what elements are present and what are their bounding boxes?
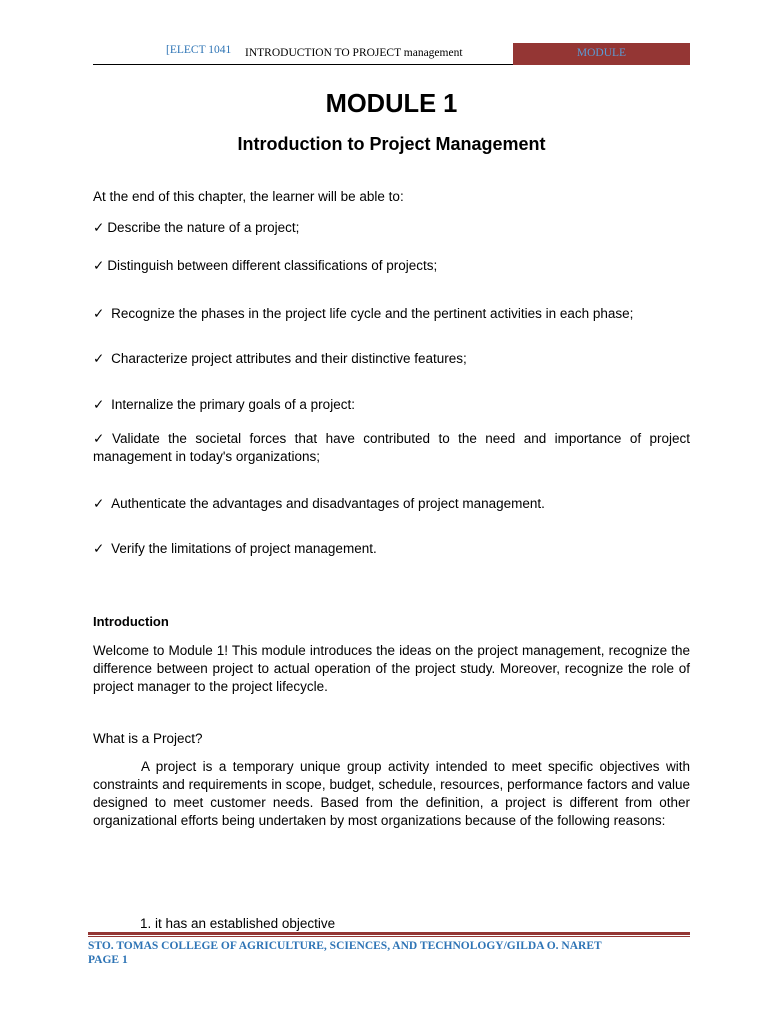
- objective-text: Verify the limitations of project management.: [111, 541, 377, 556]
- definition-paragraph: A project is a temporary unique group activity intended to meet specific objectives with constraints and requirements in scope, budget, schedule, resources, performance factors and value designed to meet customer needs. Based from the definition, a project is different from other organizational efforts being undertaken by most organizations because of the following reasons:: [93, 759, 690, 828]
- document-body: [93, 86, 690, 830]
- objective-item: [93, 495, 690, 513]
- checkmark-icon: ✓: [93, 306, 105, 321]
- objective-item: [93, 305, 690, 323]
- checkmark-icon: ✓: [93, 496, 105, 511]
- objective-text: Authenticate the advantages and disadvantages of project management.: [111, 496, 545, 511]
- page-subtitle: Introduction to Project Management: [237, 134, 546, 154]
- checkmark-icon: ✓: [93, 431, 109, 446]
- objective-text: Describe the nature of a project;: [107, 220, 300, 235]
- header-module-label: MODULE: [513, 43, 690, 65]
- objective-text: Characterize project attributes and their distinctive features;: [111, 351, 467, 366]
- objectives-intro: At the end of this chapter, the learner will be able to:: [93, 189, 404, 204]
- intro-paragraph: Welcome to Module 1! This module introduces the ideas on the project management, recognize the difference between project to actual operation of the project study. Moreover, recognize the role of project manager to the project lifecycle.: [93, 643, 690, 694]
- page-footer: [88, 939, 688, 967]
- page-title: MODULE 1: [325, 90, 458, 118]
- header-course-code: [ELECT 1041: [166, 44, 232, 56]
- objective-text: Distinguish between different classifications of projects;: [107, 258, 438, 273]
- checkmark-icon: ✓: [93, 397, 105, 412]
- objective-item: [93, 350, 690, 368]
- objective-text: Internalize the primary goals of a project:: [111, 397, 355, 412]
- objective-item: [93, 540, 690, 558]
- header-left-section: [93, 43, 513, 65]
- header-title: INTRODUCTION TO PROJECT management: [245, 47, 463, 59]
- reason-list-item: 1. it has an established objective: [140, 916, 336, 931]
- section-heading-introduction: Introduction: [93, 614, 169, 629]
- section-heading-what-is-project: What is a Project?: [93, 731, 203, 746]
- footer-divider-thin: [88, 936, 690, 937]
- objective-text: Validate the societal forces that have contributed to the need and importance of project management in today's organizations;: [93, 431, 691, 464]
- checkmark-icon: ✓: [93, 220, 105, 235]
- objective-item: [93, 257, 690, 275]
- footer-page-number: PAGE 1: [88, 954, 128, 966]
- footer-divider: [88, 932, 690, 935]
- objective-item: [93, 219, 690, 237]
- objective-text: Recognize the phases in the project life cycle and the pertinent activities in each phase;: [111, 306, 634, 321]
- objective-item: [93, 396, 690, 414]
- checkmark-icon: ✓: [93, 351, 105, 366]
- checkmark-icon: ✓: [93, 258, 105, 273]
- footer-institution: STO. TOMAS COLLEGE OF AGRICULTURE, SCIENCES, AND TECHNOLOGY/GILDA O. NARET: [88, 940, 602, 952]
- objective-item: [93, 430, 690, 466]
- checkmark-icon: ✓: [93, 541, 105, 556]
- page-header: [93, 43, 690, 65]
